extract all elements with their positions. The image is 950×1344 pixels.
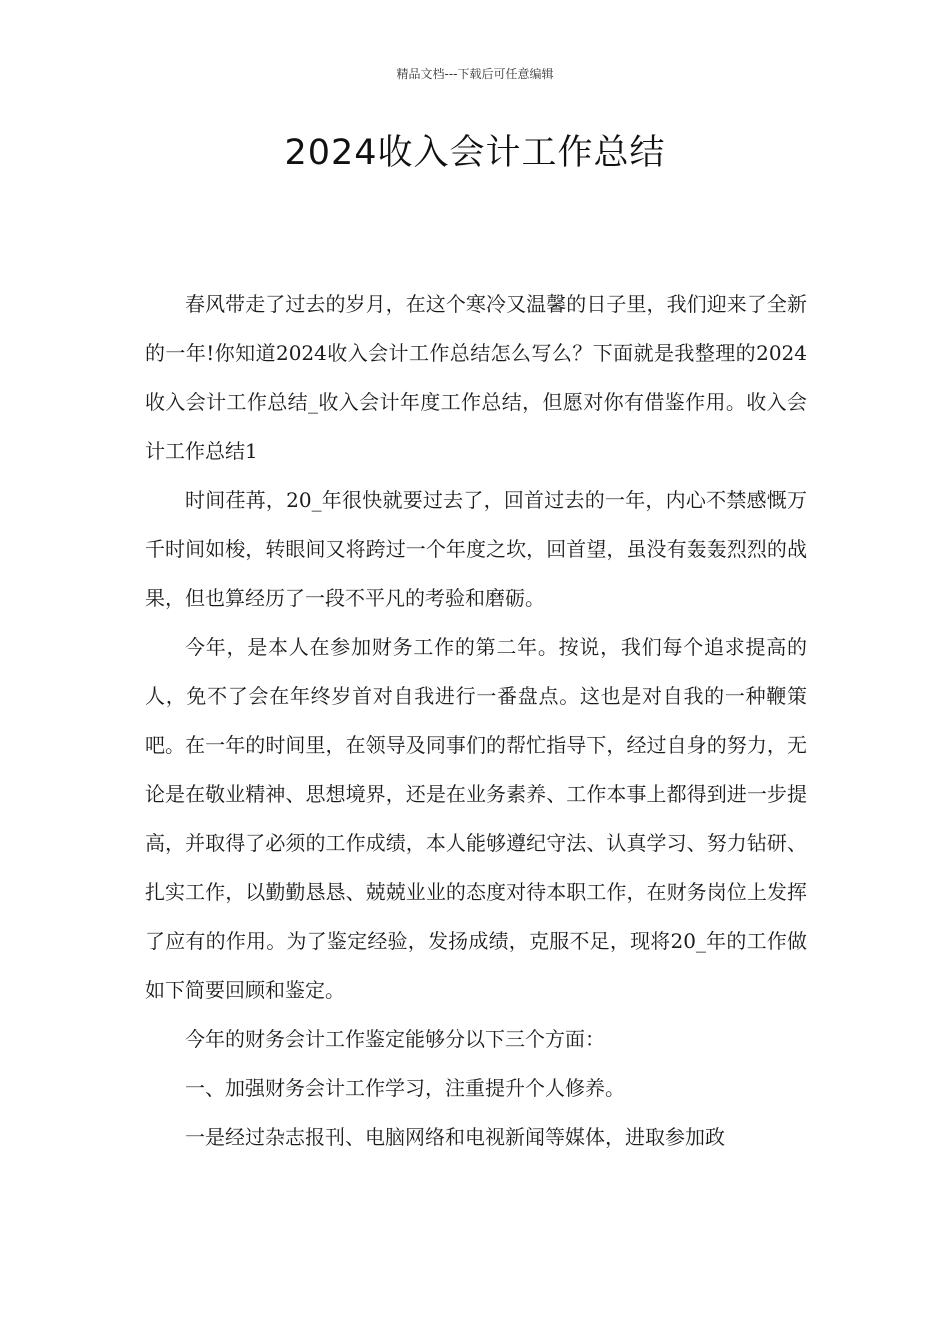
header-note: 精品文档---下载后可任意编辑	[396, 67, 554, 81]
paragraph: 春风带走了过去的岁月，在这个寒冷又温馨的日子里，我们迎来了全新的一年!你知道2024收入会计工作总结怎么写么？下面就是我整理的2024收入会计工作总结_收入会计年度工作总结，但愿对你有借鉴作用。收入会计工作总结1	[145, 292, 807, 463]
paragraph: 时间荏苒，20_年很快就要过去了，回首过去的一年，内心不禁感慨万千时间如梭，转眼间又将跨过一个年度之坎，回首望，虽没有轰轰烈烈的战果，但也算经历了一段不平凡的考验和磨砺。	[145, 488, 807, 610]
paragraph: 一、加强财务会计工作学习，注重提升个人修养。	[185, 1076, 625, 1100]
document-body	[145, 280, 807, 1162]
paragraph: 今年的财务会计工作鉴定能够分以下三个方面：	[185, 1027, 605, 1051]
document-title: 2024收入会计工作总结	[284, 133, 666, 173]
paragraph: 今年，是本人在参加财务工作的第二年。按说，我们每个追求提高的人，免不了会在年终岁首对自我进行一番盘点。这也是对自我的一种鞭策吧。在一年的时间里，在领导及同事们的帮忙指导下，经过自身的努力，无论是在敬业精神、思想境界，还是在业务素养、工作本事上都得到进一步提高，并取得了必须的工作成绩，本人能够遵纪守法、认真学习、努力钻研、扎实工作，以勤勤恳恳、兢兢业业的态度对待本职工作，在财务岗位上发挥了应有的作用。为了鉴定经验，发扬成绩，克服不足，现将20_年的工作做如下简要回顾和鉴定。	[145, 635, 807, 1002]
paragraph: 一是经过杂志报刊、电脑网络和电视新闻等媒体，进取参加政	[185, 1125, 725, 1149]
